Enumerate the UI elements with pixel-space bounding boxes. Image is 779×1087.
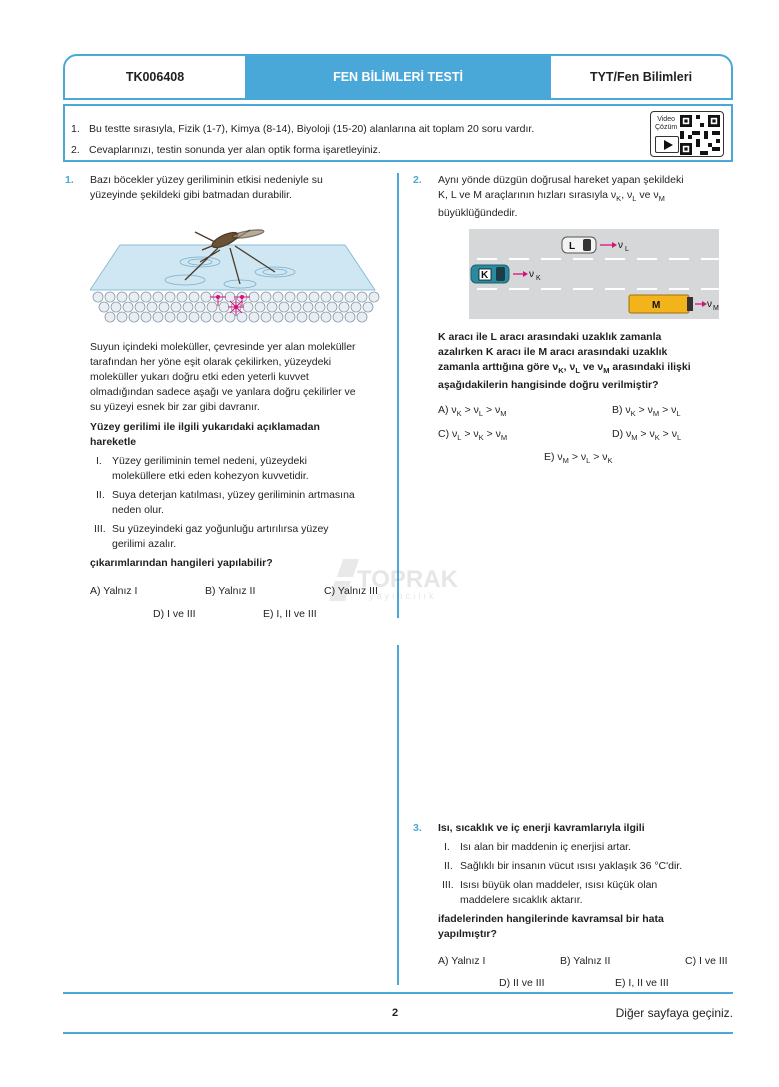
- q3-option-a[interactable]: A) Yalnız I: [438, 955, 486, 967]
- q1-option-a[interactable]: A) Yalnız I: [90, 585, 138, 597]
- q2-option-e[interactable]: E) $\nu_M > \nu_L > \nu_K$: [544, 451, 613, 465]
- q3-statement-iii: III. Isısı büyük olan maddeler, ısısı küçük olan maddelere sıcaklık aktarır.: [442, 879, 658, 906]
- svg-text:ν: ν: [707, 299, 712, 310]
- svg-text:TOPRAK: TOPRAK: [357, 566, 458, 593]
- q3-statement-ii: II. Sağlıklı bir insanın vücut ısısı yaklaşık 36 °C'dir.: [444, 860, 683, 872]
- svg-text:ν: ν: [529, 269, 534, 280]
- qr-code-icon: [680, 115, 720, 155]
- question-1: [65, 173, 390, 623]
- instruction-1: 1. Bu testte sırasıyla, Fizik (1-7), Kimya (8-14), Biyoloji (15-20) alanlarına ait toplam 20 soru vardır.: [71, 123, 535, 135]
- q1-option-c[interactable]: C) Yalnız III: [324, 585, 378, 597]
- test-header: [63, 54, 733, 100]
- q1-option-e[interactable]: E) I, II ve III: [263, 608, 317, 620]
- q1-intro: Bazı böcekler yüzey geriliminin etkisi nedeniyle su yüzeyinde şekildeki gibi batmadan durabilir.: [90, 174, 323, 201]
- q1-statement-iii: III. Su yüzeyindeki gaz yoğunluğu artırılırsa yüzey gerilimi azalır.: [94, 523, 329, 550]
- q3-option-e[interactable]: E) I, II ve III: [615, 977, 669, 989]
- svg-text:K: K: [481, 270, 489, 281]
- test-code: TK006408: [65, 56, 247, 98]
- column-divider-bottom: [397, 645, 399, 985]
- question-2: 2. Aynı yönde düzgün doğrusal hareket yapan şekildeki K, L ve M araçlarının hızları sırasıyla $\nu_K$, $\nu_L$ ve $\nu_M$ büyüklüğündedir. L ν L K ν K M ν M K aracı ile L aracı arasındaki uzaklık zamanla azalırken K aracı ile M aracı arasındaki uzaklık zamanla arttığına göre $\nu_K$, $\nu_L$ ve $\nu_M$ arasındaki ilişki aşağıdakilerin hangisinde doğru verilmiştir? A) $\nu_K > \nu_L > \nu_M$ B) $\nu_K > \nu_M > \nu_L$ C) $\nu_L > \nu_K > \nu_M$ D) $\nu_M > \nu_K > \nu_L$ E) $\nu_M > \nu_L > \nu_K$: [413, 173, 735, 473]
- q3-stem: Isı, sıcaklık ve iç enerji kavramlarıyla ilgili: [438, 822, 645, 834]
- car-l-icon: [562, 237, 629, 253]
- svg-text:M: M: [652, 300, 661, 311]
- question-number: 1.: [65, 174, 74, 186]
- instructions-box: [63, 104, 733, 162]
- next-page-note: Diğer sayfaya geçiniz.: [615, 1006, 733, 1020]
- footer-line-bottom: [63, 1032, 733, 1034]
- play-icon: [655, 136, 679, 153]
- svg-text:K: K: [536, 275, 541, 282]
- page-number: 2: [392, 1007, 399, 1019]
- svg-text:L: L: [625, 246, 629, 253]
- footer-line-top: [63, 992, 733, 994]
- q1-option-b[interactable]: B) Yalnız II: [205, 585, 256, 597]
- svg-text:L: L: [569, 241, 576, 252]
- q3-option-b[interactable]: B) Yalnız II: [560, 955, 611, 967]
- q1-option-d[interactable]: D) I ve III: [153, 608, 196, 620]
- svg-text:yayıncılık: yayıncılık: [369, 591, 437, 601]
- q2-option-b[interactable]: B) $\nu_K > \nu_M > \nu_L$: [612, 404, 681, 418]
- video-solution-qr[interactable]: Video Çözüm: [650, 111, 724, 157]
- q2-stem: K aracı ile L aracı arasındaki uzaklık zamanla azalırken K aracı ile M aracı arasındaki uzaklık zamanla arttığına göre $\nu_K$, $\nu_L$ ve $\nu_M$ arasındaki ilişki aşağıdakilerin hangisinde doğru verilmiştir?: [438, 331, 691, 391]
- svg-text:M: M: [713, 305, 719, 312]
- water-strider-surface-tension-figure: [90, 220, 380, 330]
- road-vehicles-figure: [469, 229, 719, 319]
- column-divider-top: [397, 173, 399, 618]
- instruction-2: 2. Cevaplarınızı, testin sonunda yer alan optik forma işaretleyiniz.: [71, 144, 381, 156]
- q1-stem: Yüzey gerilimi ile ilgili yukarıdaki açıklamadan hareketle: [90, 421, 320, 448]
- q2-option-d[interactable]: D) $\nu_M > \nu_K > \nu_L$: [612, 428, 682, 442]
- q1-statement-i: I. Yüzey geriliminin temel nedeni, yüzeydeki moleküllere etki eden kohezyon kuvvetidir.: [96, 455, 309, 482]
- question-number: 3.: [413, 822, 422, 834]
- q3-option-d[interactable]: D) II ve III: [499, 977, 545, 989]
- q2-option-c[interactable]: C) $\nu_L > \nu_K > \nu_M$: [438, 428, 508, 442]
- q3-statement-i: I. Isı alan bir maddenin iç enerjisi artar.: [444, 841, 631, 853]
- q3-option-c[interactable]: C) I ve III: [685, 955, 728, 967]
- test-title: FEN BİLİMLERİ TESTİ: [247, 56, 549, 98]
- q1-statement-ii: II. Suya deterjan katılması, yüzey geriliminin artmasına neden olur.: [96, 489, 355, 516]
- question-3: [413, 821, 735, 991]
- svg-text:ν: ν: [618, 240, 623, 251]
- question-number: 2.: [413, 174, 422, 186]
- q2-option-a[interactable]: A) $\nu_K > \nu_L > \nu_M$: [438, 404, 507, 418]
- q1-paragraph: Suyun içindeki moleküller, çevresinde yer alan moleküller tarafından her yöne eşit olarak çekilirken, yüzeydeki moleküller yukarı doğru etki eden yeterli kuvvet olmadığından sadece aşağı ve yanlara doğru çekilirler ve su yüzeyi esnek bir zar gibi davranır.: [90, 341, 356, 413]
- test-subject: TYT/Fen Bilimleri: [549, 56, 731, 98]
- q3-ask: ifadelerinden hangilerinde kavramsal bir hata yapılmıştır?: [438, 913, 664, 940]
- q1-ask: çıkarımlarından hangileri yapılabilir?: [90, 557, 273, 569]
